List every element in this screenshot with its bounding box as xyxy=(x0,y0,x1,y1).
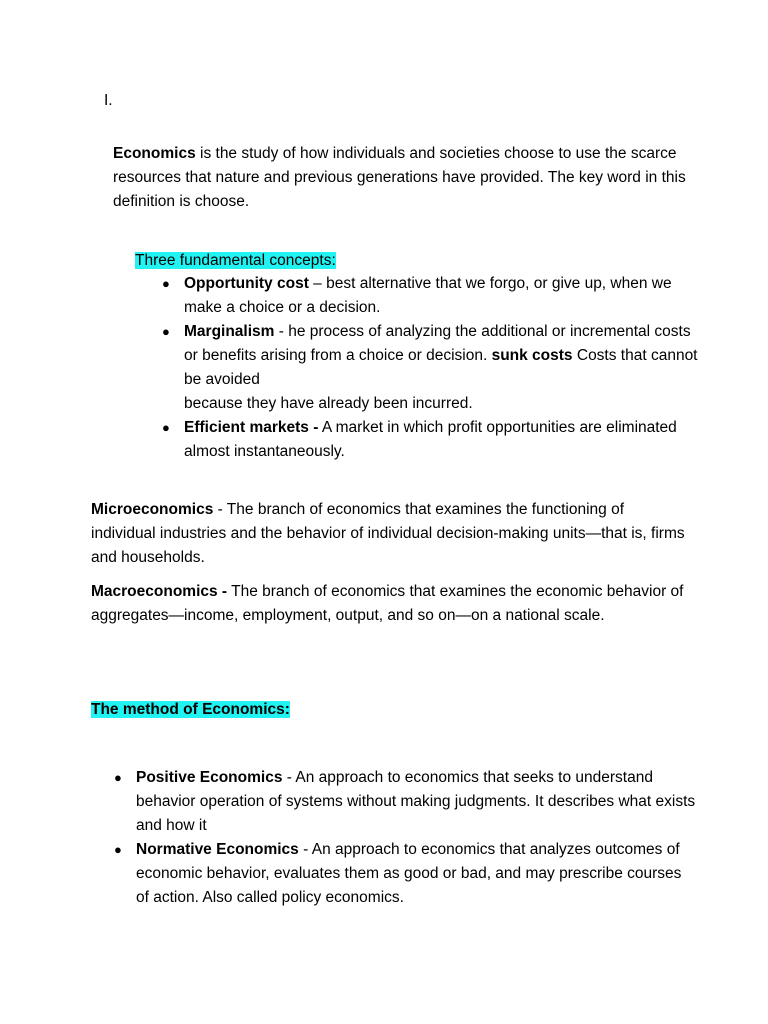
bullet-icon: ● xyxy=(114,770,122,785)
list-item xyxy=(162,320,704,416)
macro-term: Macroeconomics - xyxy=(91,583,228,600)
concept-term: Opportunity cost xyxy=(184,275,309,292)
method-text: - An approach to economics that analyzes outcomes of economic behavior, evaluates them as good or bad, and may prescribe courses of action. Also called policy economics. xyxy=(136,841,682,906)
list-item xyxy=(114,766,696,838)
method-heading xyxy=(91,698,290,722)
concept-text: - he process of analyzing the additional or incremental costs or benefits arising from a choice or decision. xyxy=(184,323,691,364)
concept-subtext-continued: because they have already been incurred. xyxy=(184,395,473,412)
method-text: - An approach to economics that seeks to understand behavior operation of systems without making judgments. It describes what exists and how it xyxy=(136,769,696,834)
micro-text: - The branch of economics that examines the functioning of individual industries and the behavior of individual decision-making units—that is, firms and households. xyxy=(91,501,685,566)
section-number: I. xyxy=(104,92,113,109)
definition-text: is the study of how individuals and societies choose to use the scarce resources that nature and previous generations have provided. The key word in this definition is choose. xyxy=(113,145,686,210)
list-item xyxy=(162,416,704,464)
concepts-heading-text: Three fundamental concepts: xyxy=(135,252,336,269)
concept-text: – best alternative that we forgo, or give up, when we make a choice or a decision. xyxy=(184,275,672,316)
concept-subterm: sunk costs xyxy=(491,347,573,364)
method-term: Positive Economics xyxy=(136,769,283,786)
micro-term: Microeconomics xyxy=(91,501,214,518)
concepts-heading xyxy=(135,249,336,273)
macro-text: The branch of economics that examines the economic behavior of aggregates—income, employment, output, and so on—on a national scale. xyxy=(91,583,684,624)
definition-term: Economics xyxy=(113,145,196,162)
concepts-list xyxy=(162,272,704,464)
microeconomics-definition xyxy=(91,498,691,570)
macroeconomics-definition xyxy=(91,580,691,628)
bullet-icon: ● xyxy=(162,420,170,435)
concept-term: Efficient markets - xyxy=(184,419,319,436)
concept-subtext: Costs that cannot be avoided xyxy=(184,347,698,388)
bullet-icon: ● xyxy=(162,276,170,291)
method-heading-text: The method of Economics: xyxy=(91,701,290,718)
list-item xyxy=(114,838,696,910)
method-list xyxy=(114,766,696,910)
bullet-icon: ● xyxy=(114,842,122,857)
economics-definition xyxy=(113,142,713,214)
concept-text: A market in which profit opportunities are eliminated almost instantaneously. xyxy=(184,419,677,460)
list-item xyxy=(162,272,704,320)
bullet-icon: ● xyxy=(162,324,170,339)
method-term: Normative Economics xyxy=(136,841,299,858)
concept-term: Marginalism xyxy=(184,323,275,340)
